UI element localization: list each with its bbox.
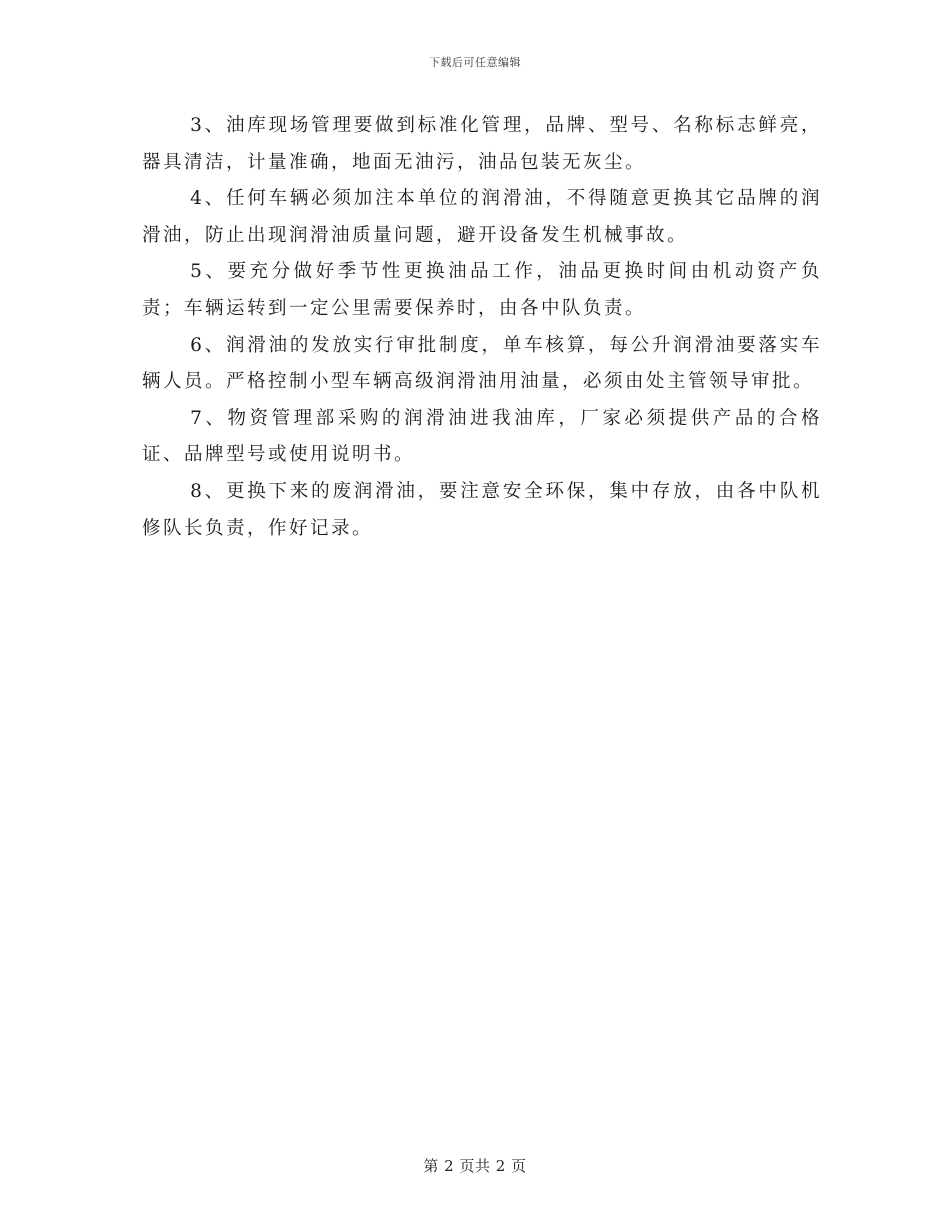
paragraph-item-4: 4、任何车辆必须加注本单位的润滑油，不得随意更换其它品牌的润滑油，防止出现润滑油质量问题，避开设备发生机械事故。 bbox=[142, 188, 822, 246]
document-body bbox=[142, 108, 822, 547]
header-note: 下载后可任意编辑 bbox=[429, 56, 521, 69]
paragraph-item-5: 5、要充分做好季节性更换油品工作，油品更换时间由机动资产负责；车辆运转到一定公里需要保养时，由各中队负责。 bbox=[142, 261, 822, 319]
paragraph-item-6: 6、润滑油的发放实行审批制度，单车核算，每公升润滑油要落实车辆人员。严格控制小型车辆高级润滑油用油量，必须由处主管领导审批。 bbox=[142, 334, 822, 393]
page-number-footer: 第 2 页共 2 页 bbox=[423, 1157, 527, 1175]
paragraph-item-7: 7、物资管理部采购的润滑油进我油库，厂家必须提供产品的合格证、品牌型号或使用说明书。 bbox=[142, 407, 822, 466]
paragraph-item-8: 8、更换下来的废润滑油，要注意安全环保，集中存放，由各中队机修队长负责，作好记录。 bbox=[142, 480, 822, 539]
paragraph-item-3: 3、油库现场管理要做到标准化管理，品牌、型号、名称标志鲜亮，器具清洁，计量准确，地面无油污，油品包装无灰尘。 bbox=[142, 115, 822, 173]
